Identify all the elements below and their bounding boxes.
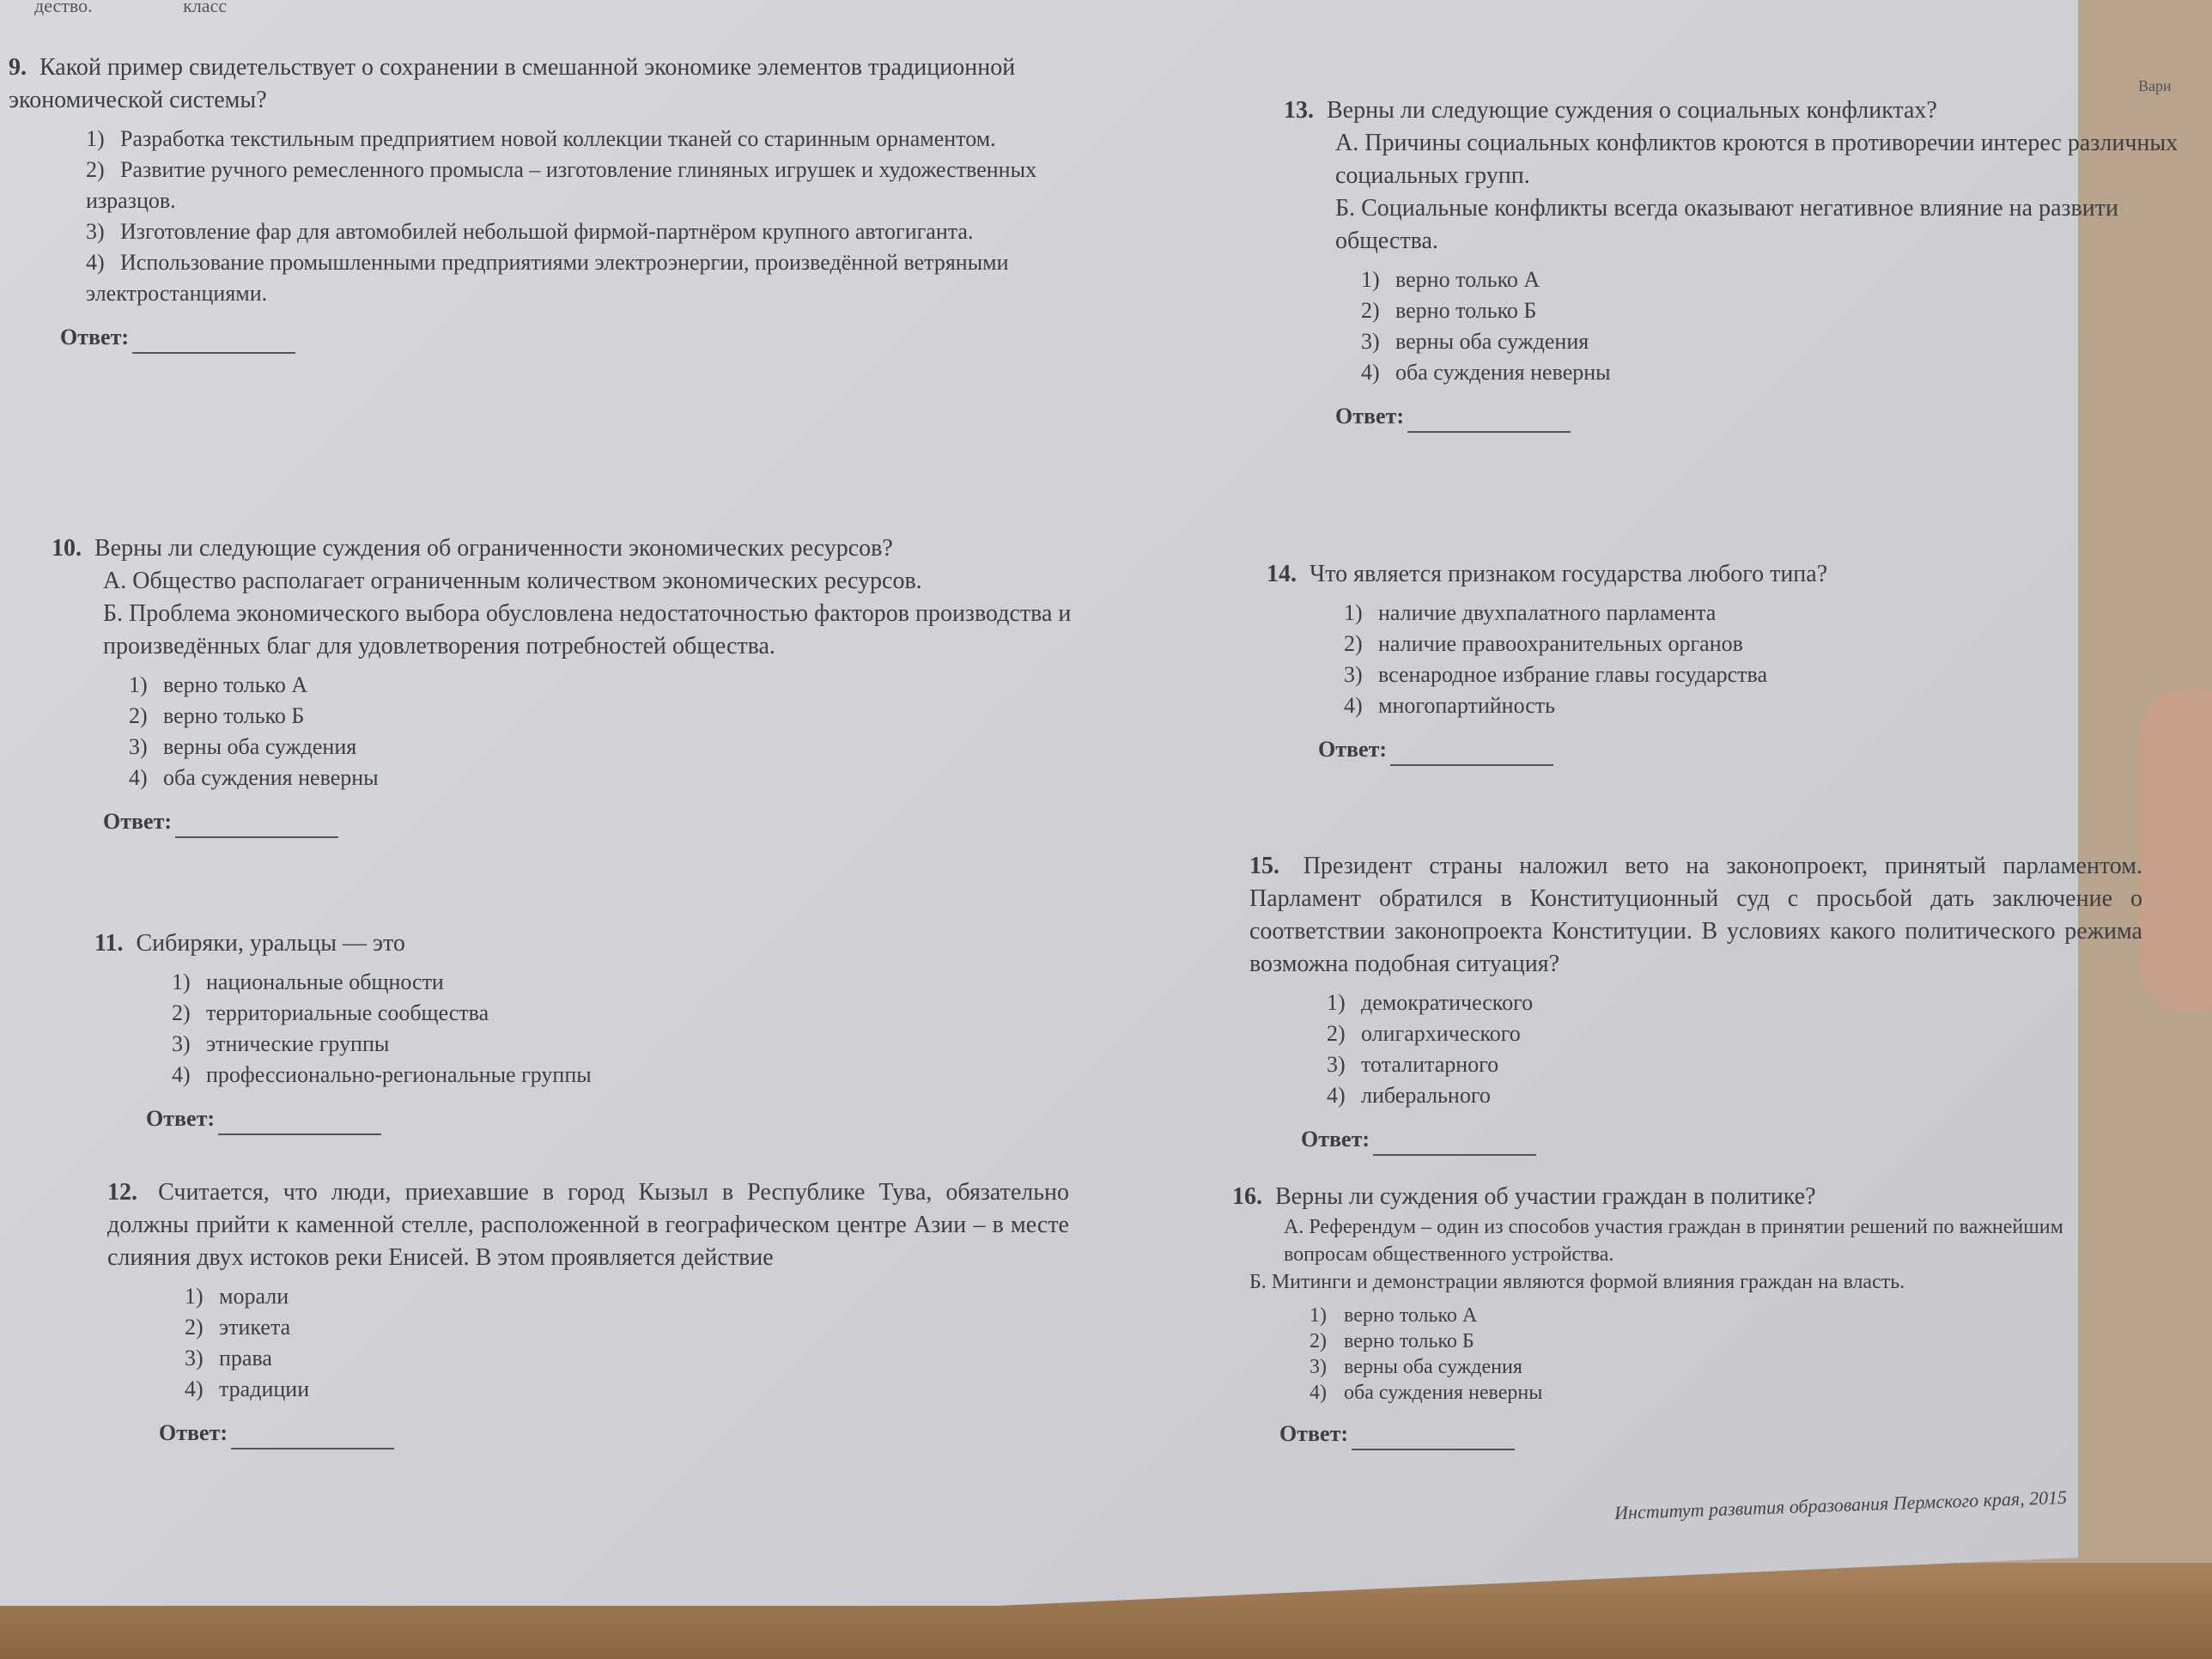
question-title [1232, 1181, 2108, 1213]
option [185, 1343, 1069, 1374]
option-number: 3) [172, 1031, 191, 1056]
question-14 [1267, 558, 2125, 766]
option [185, 1312, 1069, 1343]
option-number: 1) [172, 969, 191, 994]
option [1344, 659, 2125, 690]
option [172, 1060, 1108, 1091]
option-number: 4) [172, 1062, 191, 1087]
statement-b: Б. Социальные конфликты всегда оказывают негативное влияние на развити общества. [1335, 195, 2118, 254]
header-left: дество. [34, 0, 93, 16]
statement-b: Б. Митинги и демонстрации являются формой влияния граждан на власть. [1249, 1271, 1905, 1293]
question-number: 9. [9, 54, 27, 81]
answer-options [1327, 988, 2142, 1111]
question-title [1267, 558, 2125, 591]
option-text: тоталитарного [1361, 1052, 1499, 1077]
answer-field[interactable] [146, 1103, 1108, 1135]
option-number: 4) [185, 1376, 204, 1401]
question-number: 13. [1284, 97, 1314, 124]
question-text: Верны ли суждения об участии граждан в политике? [1275, 1183, 1816, 1210]
option-text: Развитие ручного ремесленного промысла – изготовление глиняных игрушек и художественных изразцов. [86, 157, 1037, 213]
question-title [9, 52, 1116, 117]
answer-line[interactable] [1373, 1135, 1536, 1156]
answer-label: Ответ: [146, 1106, 216, 1131]
option-text: Использование промышленными предприятиями электроэнергии, произведённой ветряными электростанциями. [86, 250, 1009, 306]
question-text: Сибиряки, уральцы — это [136, 930, 405, 957]
page-header [34, 0, 227, 17]
option [1327, 1018, 2142, 1049]
option [129, 701, 1099, 732]
answer-label: Ответ: [1318, 737, 1388, 762]
option-number: 2) [86, 157, 105, 182]
answer-options [86, 124, 1116, 309]
answer-label: Ответ: [1301, 1127, 1370, 1152]
option [129, 732, 1099, 763]
question-text: Верны ли следующие суждения об ограниченности экономических ресурсов? [94, 535, 893, 562]
answer-label: Ответ: [159, 1420, 228, 1445]
option-text: традиции [219, 1376, 310, 1401]
answer-field[interactable] [1318, 733, 2125, 766]
option-number: 3) [86, 219, 105, 244]
option-text: профессионально-региональные группы [206, 1062, 592, 1087]
question-text: Президент страны наложил вето на законопроект, принятый парламентом. Парламент обратился в Конституционный суд с просьбой дать заключение о соответствии законопроекта Конституции. В условиях какого политического режима возможна подобная ситуация? [1249, 853, 2142, 977]
option-number: 3) [1327, 1052, 1346, 1077]
option [1310, 1328, 2108, 1354]
question-number: 10. [52, 535, 82, 562]
answer-label: Ответ: [1279, 1421, 1349, 1446]
option-text: этнические группы [206, 1031, 390, 1056]
option [185, 1281, 1069, 1312]
option-text: верно только А [163, 672, 308, 697]
option-text: верны оба суждения [1395, 329, 1589, 354]
question-11 [94, 927, 1108, 1135]
answer-field[interactable] [103, 805, 1099, 838]
answer-options [1310, 1303, 2108, 1406]
answer-field[interactable] [1279, 1418, 2108, 1450]
option [1310, 1354, 2108, 1380]
option [1344, 690, 2125, 721]
option-text: морали [219, 1284, 289, 1309]
option-text: оба суждения неверны [163, 765, 379, 790]
question-title [94, 927, 1108, 960]
question-text: Считается, что люди, приехавшие в город Кызыл в Республике Тува, обязательно должны прийти к каменной стелле, расположенной в географическом центре Азии – в месте слияния двух истоков реки Енисей. В этом проявляется действие [107, 1179, 1070, 1271]
option-number: 1) [129, 672, 148, 697]
option [172, 967, 1108, 998]
option-text: верно только Б [1344, 1330, 1474, 1352]
option [1310, 1380, 2108, 1406]
option [1327, 1049, 2142, 1080]
option-text: Разработка текстильным предприятием новой коллекции тканей со старинным орнаментом. [120, 126, 996, 151]
option-text: верны оба суждения [1344, 1356, 1522, 1378]
option-text: наличие двухпалатного парламента [1378, 600, 1717, 625]
option-number: 3) [129, 734, 148, 759]
answer-line[interactable] [218, 1115, 381, 1135]
option-number: 3) [185, 1346, 204, 1370]
option-text: оба суждения неверны [1344, 1382, 1543, 1404]
option [185, 1374, 1069, 1405]
option-text: права [219, 1346, 272, 1370]
option-number: 2) [185, 1315, 204, 1340]
option-number: 2) [1344, 631, 1363, 656]
option [129, 670, 1099, 701]
question-10 [52, 532, 1099, 838]
answer-label: Ответ: [103, 809, 173, 834]
answer-field[interactable] [1301, 1123, 2142, 1156]
option-text: верно только Б [163, 703, 305, 728]
answer-field[interactable] [60, 321, 1116, 354]
option-text: верно только А [1395, 267, 1540, 292]
option [172, 998, 1108, 1029]
option [86, 216, 1116, 247]
question-title [107, 1176, 1069, 1274]
option-number: 4) [1361, 360, 1380, 385]
option-number: 4) [1310, 1382, 1327, 1404]
option-number: 2) [129, 703, 148, 728]
option [1361, 326, 2194, 357]
option-text: территориальные сообщества [206, 1000, 489, 1025]
option-text: либерального [1361, 1083, 1491, 1108]
option-number: 1) [1361, 267, 1380, 292]
option-number: 4) [1344, 693, 1363, 718]
option-number: 1) [1310, 1304, 1327, 1327]
statement-a: А. Причины социальных конфликтов кроются в противоречии интерес различных социальных групп. [1335, 130, 2179, 189]
option [1361, 295, 2194, 326]
question-title [1284, 94, 2194, 127]
option [129, 763, 1099, 793]
header-right: класс [183, 0, 228, 16]
answer-options [129, 670, 1099, 793]
statement-a: А. Референдум – один из способов участия граждан в принятии решений по важнейшим вопросам общественного устройства. [1284, 1216, 2063, 1266]
answer-line[interactable] [1390, 745, 1553, 766]
option [1361, 264, 2194, 295]
finger [2138, 687, 2212, 1013]
answer-options [1344, 598, 2125, 721]
option [86, 247, 1116, 309]
publisher-footer: Институт развития образования Пермского края, 2015 [1613, 1486, 2068, 1524]
option-text: всенародное избрание главы государства [1378, 662, 1768, 687]
option [1344, 598, 2125, 629]
option-text: наличие правоохранительных органов [1378, 631, 1743, 656]
option-text: олигархического [1361, 1021, 1521, 1046]
option-number: 3) [1361, 329, 1380, 354]
option-text: Изготовление фар для автомобилей небольшой фирмой-партнёром крупного автогиганта. [120, 219, 974, 244]
question-15 [1249, 850, 2142, 1156]
answer-field[interactable] [159, 1417, 1069, 1449]
answer-line[interactable] [1352, 1430, 1515, 1450]
option-number: 3) [1344, 662, 1363, 687]
option [1344, 629, 2125, 659]
answer-label: Ответ: [60, 325, 130, 349]
option-text: демократического [1361, 990, 1534, 1015]
statement-a: А. Общество располагает ограниченным количеством экономических ресурсов. [103, 568, 922, 594]
option-number: 2) [1327, 1021, 1346, 1046]
option-text: верны оба суждения [163, 734, 357, 759]
option-number: 1) [185, 1284, 204, 1309]
option [1310, 1303, 2108, 1328]
question-title [52, 532, 1099, 565]
option-text: национальные общности [206, 969, 444, 994]
option-text: этикета [219, 1315, 291, 1340]
question-9 [9, 52, 1116, 354]
option-text: многопартийность [1378, 693, 1556, 718]
option-number: 1) [1344, 600, 1363, 625]
option-number: 3) [1310, 1356, 1327, 1378]
answer-field[interactable] [1335, 400, 2194, 433]
answer-line[interactable] [175, 817, 338, 838]
option-number: 2) [172, 1000, 191, 1025]
question-text: Какой пример свидетельствует о сохранении в смешанной экономике элементов традиционной экономической системы? [9, 54, 1016, 113]
option-number: 4) [86, 250, 105, 275]
question-text: Верны ли следующие суждения о социальных конфликтах? [1327, 97, 1937, 124]
option-number: 1) [1327, 990, 1346, 1015]
question-12 [107, 1176, 1069, 1449]
option [1361, 357, 2194, 388]
question-number: 12. [107, 1179, 137, 1206]
corner-text: Вари [2138, 77, 2172, 94]
statement-b: Б. Проблема экономического выбора обусловлена недостаточностью факторов производства и произведённых благ для удовлетворения потребностей общества. [103, 600, 1072, 659]
answer-options [172, 967, 1108, 1091]
option-text: оба суждения неверны [1395, 360, 1611, 385]
answer-options [185, 1281, 1069, 1405]
option [172, 1029, 1108, 1060]
answer-line[interactable] [132, 333, 295, 354]
option [1327, 1080, 2142, 1111]
option-text: верно только Б [1395, 298, 1537, 323]
question-13 [1284, 94, 2194, 433]
answer-options [1361, 264, 2194, 388]
question-number: 16. [1232, 1183, 1262, 1210]
option-text: верно только А [1344, 1304, 1478, 1327]
question-number: 15. [1249, 853, 1279, 879]
answer-line[interactable] [231, 1429, 394, 1449]
question-number: 14. [1267, 561, 1297, 587]
answer-label: Ответ: [1335, 404, 1405, 428]
answer-line[interactable] [1407, 412, 1571, 433]
option-number: 1) [86, 126, 105, 151]
option-number: 2) [1310, 1330, 1327, 1352]
option [86, 155, 1116, 216]
option [86, 124, 1116, 155]
option-number: 4) [1327, 1083, 1346, 1108]
option-number: 4) [129, 765, 148, 790]
question-16 [1232, 1181, 2108, 1450]
question-text: Что является признаком государства любого типа? [1310, 561, 1828, 587]
question-title [1249, 850, 2142, 981]
option [1327, 988, 2142, 1018]
question-number: 11. [94, 930, 124, 957]
option-number: 2) [1361, 298, 1380, 323]
